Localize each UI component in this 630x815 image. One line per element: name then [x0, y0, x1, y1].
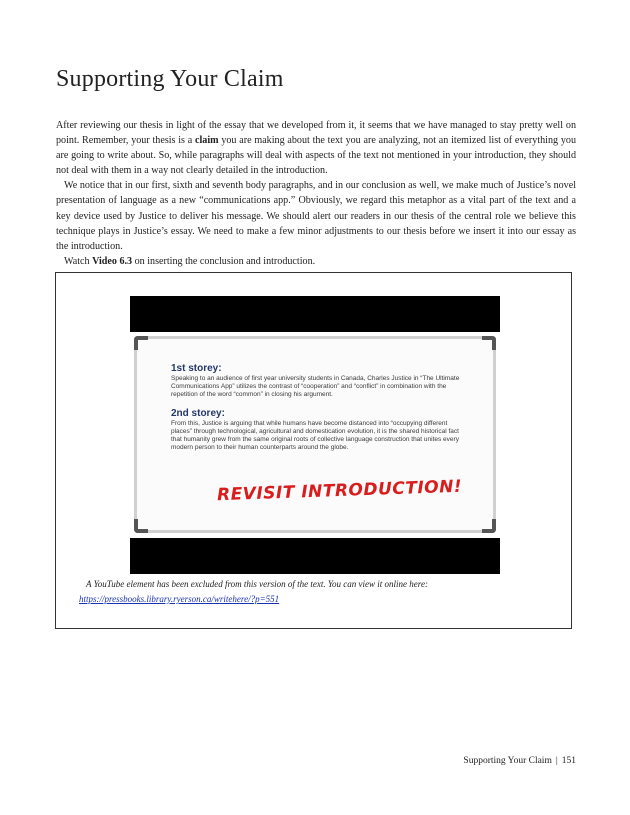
body-text	[56, 118, 576, 269]
board-corner-top-right	[482, 336, 496, 350]
storey-1-heading: 1st storey:	[171, 363, 222, 374]
video-embed-box	[55, 272, 572, 629]
board-corner-bottom-right	[482, 519, 496, 533]
page-number: 151	[561, 756, 576, 766]
storey-2-text: From this, Justice is arguing that while humans have become distanced into “occupying different places” through technological, agricultural and domestication evolution, it is the shared historical fact that humanity grew from the same original roots of collective language construction that unites every modern person to their human counterparts around the globe.	[171, 419, 459, 452]
revisit-introduction-overlay: REVISIT INTRODUCTION!	[216, 476, 463, 506]
claim-emphasis: claim	[195, 135, 219, 147]
video-reference: Video 6.3	[92, 255, 133, 267]
paragraph-1-start: After reviewing our thesis in light of the essay that we developed from it, it seems that we have managed to stay pretty well on point. Remember, your thesis is a	[56, 120, 576, 147]
youtube-excluded-notice: A YouTube element has been excluded from this version of the text. You can view it online here:	[86, 579, 428, 589]
board-corner-top-left	[134, 336, 148, 350]
page-title: Supporting Your Claim	[56, 66, 284, 92]
page-footer	[460, 756, 576, 766]
video-link[interactable]: https://pressbooks.library.ryerson.ca/writehere/?p=551	[79, 594, 280, 604]
footer-separator: |	[555, 756, 558, 766]
watch-line	[56, 254, 576, 269]
paragraph-1-end: you are making about the text you are analyzing, not an itemized list of everything you are going to write about. So, while paragraphs will deal with aspects of the text not mentioned in your introduction, they should not deal with them in a way not clearly detailed in the introduction.	[56, 135, 576, 177]
video-player[interactable]	[130, 296, 500, 574]
paragraph-2: We notice that in our first, sixth and seventh body paragraphs, and in our conclusion as well, we make much of Justice’s novel presentation of language as a new “communications app.” Obviously, we regard this metaphor as a vital part of the text and a key device used by Justice to deliver his message. We should alert our readers in our thesis of the central role we believe this technique plays in Justice’s essay. We need to make a few minor adjustments to our thesis before we insert it into our essay as the introduction.	[56, 180, 576, 252]
paragraph-1	[56, 118, 576, 178]
whiteboard	[134, 336, 496, 533]
watch-prefix: Watch	[64, 255, 93, 267]
storey-2-heading: 2nd storey:	[171, 407, 225, 419]
video-frame	[130, 332, 500, 538]
storey-1-text: Speaking to an audience of first year university students in Canada, Charles Justice in “The Ultimate Communications App” utilizes the contrast of “cooperation” and “conflict” in combination with the repetition of the word “common” in closing his argument.	[171, 375, 460, 399]
watch-suffix: on inserting the conclusion and introduction.	[132, 255, 316, 267]
footer-section: Supporting Your Claim	[463, 756, 552, 766]
slide-content	[171, 363, 461, 460]
board-corner-bottom-left	[134, 519, 148, 533]
